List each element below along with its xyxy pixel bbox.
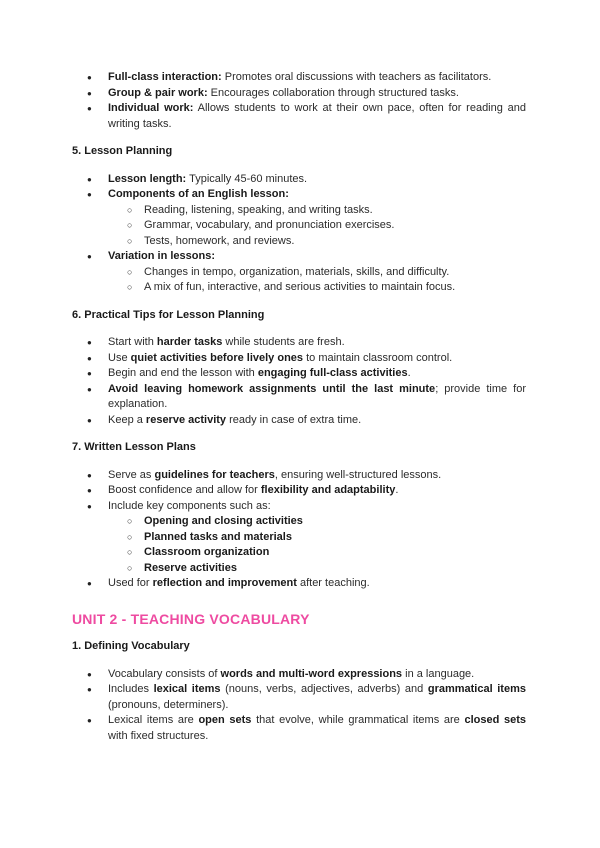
list-item: ● Full-class interaction: Promotes oral discussions with teachers as facilitators.: [72, 70, 526, 86]
practical-tips-list: [72, 335, 526, 428]
list-item: ● Group & pair work: Encourages collaboration through structured tasks.: [72, 86, 526, 102]
section-heading-written-plans: 7. Written Lesson Plans: [72, 441, 196, 453]
list-item: ● Variation in lessons:: [72, 249, 526, 265]
sub-list-item: ○ Opening and closing activities: [72, 514, 526, 530]
list-item: ● Serve as guidelines for teachers, ensuring well-structured lessons.: [72, 468, 526, 484]
defining-vocabulary-list: [72, 667, 526, 745]
list-item: ● Keep a reserve activity ready in case of extra time.: [72, 413, 526, 429]
section-heading-practical-tips: 6. Practical Tips for Lesson Planning: [72, 308, 265, 321]
list-item: ● Use quiet activities before lively ones to maintain classroom control.: [72, 351, 526, 367]
list-item: ● Avoid leaving homework assignments until the last minute; provide time for explanation.: [72, 382, 526, 413]
section-heading-lesson-planning: 5. Lesson Planning: [72, 145, 173, 157]
list-item: ● Used for reflection and improvement after teaching.: [72, 576, 526, 592]
sub-list-item: ○ Grammar, vocabulary, and pronunciation exercises.: [72, 218, 526, 234]
sub-list-item: ○ Changes in tempo, organization, materials, skills, and difficulty.: [72, 265, 526, 281]
list-item: ● Start with harder tasks while students are fresh.: [72, 335, 526, 351]
list-item: ● Vocabulary consists of words and multi-word expressions in a language.: [72, 667, 526, 683]
section-heading-defining-vocabulary: 1. Defining Vocabulary: [72, 640, 190, 652]
list-item: ● Boost confidence and allow for flexibility and adaptability.: [72, 483, 526, 499]
written-plans-list: [72, 468, 526, 592]
sub-list-item: ○ Classroom organization: [72, 545, 526, 561]
sub-list-item: ○ Reserve activities: [72, 561, 526, 577]
sub-list-item: ○ Planned tasks and materials: [72, 530, 526, 546]
list-item: ● Individual work: Allows students to work at their own pace, often for reading and writing tasks.: [72, 101, 526, 132]
list-item: ● Includes lexical items (nouns, verbs, adjectives, adverbs) and grammatical items (pronouns, determiners).: [72, 682, 526, 713]
list-item: ● Include key components such as:: [72, 499, 526, 515]
sub-list-item: ○ Tests, homework, and reviews.: [72, 234, 526, 250]
unit-heading: UNIT 2 - TEACHING VOCABULARY: [72, 610, 310, 627]
list-item: ● Lexical items are open sets that evolve, while grammatical items are closed sets with fixed structures.: [72, 713, 526, 744]
sub-list-item: ○ A mix of fun, interactive, and serious activities to maintain focus.: [72, 280, 526, 296]
sub-list-item: ○ Reading, listening, speaking, and writing tasks.: [72, 203, 526, 219]
interaction-types-list: [72, 70, 526, 132]
list-item: ● Begin and end the lesson with engaging full-class activities.: [72, 366, 526, 382]
lesson-planning-list: [72, 172, 526, 296]
list-item: ● Lesson length: Typically 45-60 minutes.: [72, 172, 526, 188]
list-item: ● Components of an English lesson:: [72, 187, 526, 203]
